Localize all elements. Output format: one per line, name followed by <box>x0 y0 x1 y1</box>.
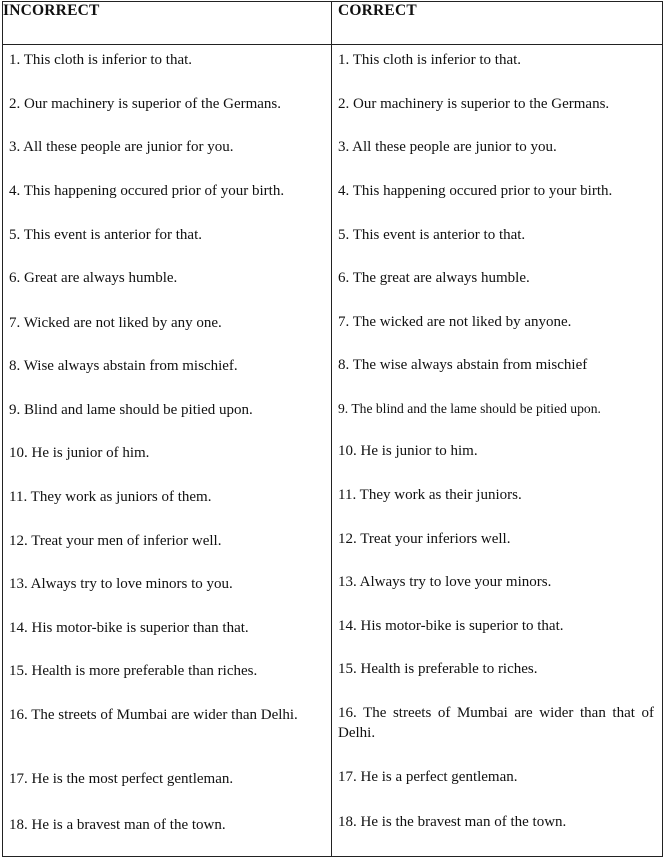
correct-sentence-16: 16. The streets of Mumbai are wider than that of Delhi. <box>338 705 654 741</box>
body-row <box>3 45 663 857</box>
correct-sentence-14: 14. His motor-bike is superior to that. <box>338 618 564 634</box>
incorrect-sentence-7: 7. Wicked are not liked by any one. <box>9 315 222 331</box>
incorrect-sentence-17: 17. He is the most perfect gentleman. <box>9 771 234 787</box>
correct-sentence-17: 17. He is a perfect gentleman. <box>338 769 518 785</box>
correct-sentence-18: 18. He is the bravest man of the town. <box>338 814 567 830</box>
incorrect-sentence-18: 18. He is a bravest man of the town. <box>9 817 226 833</box>
incorrect-sentence-13: 13. Always try to love minors to you. <box>9 576 233 592</box>
incorrect-sentence-16: 16. The streets of Mumbai are wider than Delhi. <box>9 707 298 723</box>
header-row <box>3 2 663 45</box>
correct-sentence-11: 11. They work as their juniors. <box>338 487 522 503</box>
correct-sentence-8: 8. The wise always abstain from mischief <box>338 357 588 373</box>
correct-sentence-10: 10. He is junior to him. <box>338 443 478 459</box>
incorrect-sentence-15: 15. Health is more preferable than riches. <box>9 663 258 679</box>
correct-sentence-4: 4. This happening occured prior to your birth. <box>338 183 613 199</box>
incorrect-column <box>3 45 332 857</box>
incorrect-sentence-3: 3. All these people are junior for you. <box>9 139 234 155</box>
correct-column-header: CORRECT <box>332 2 663 45</box>
correct-sentence-15: 15. Health is preferable to riches. <box>338 661 538 677</box>
usage-comparison-table <box>2 1 663 857</box>
incorrect-sentence-1: 1. This cloth is inferior to that. <box>9 52 193 68</box>
incorrect-sentence-10: 10. He is junior of him. <box>9 445 150 461</box>
correct-sentence-12: 12. Treat your inferiors well. <box>338 531 511 547</box>
correct-sentence-6: 6. The great are always humble. <box>338 270 530 286</box>
incorrect-sentence-4: 4. This happening occured prior of your birth. <box>9 183 285 199</box>
incorrect-sentence-14: 14. His motor-bike is superior than that. <box>9 620 249 636</box>
incorrect-sentence-2: 2. Our machinery is superior of the Germans. <box>9 96 282 112</box>
incorrect-sentence-11: 11. They work as juniors of them. <box>9 489 212 505</box>
incorrect-column-header: INCORRECT <box>3 2 332 45</box>
incorrect-sentence-6: 6. Great are always humble. <box>9 270 178 286</box>
correct-sentence-1: 1. This cloth is inferior to that. <box>338 52 522 68</box>
correct-column <box>332 45 663 857</box>
correct-sentence-2: 2. Our machinery is superior to the Germans. <box>338 96 610 112</box>
correct-sentence-9: 9. The blind and the lame should be pitied upon. <box>338 401 601 416</box>
incorrect-sentence-12: 12. Treat your men of inferior well. <box>9 533 222 549</box>
incorrect-sentence-5: 5. This event is anterior for that. <box>9 227 203 243</box>
correct-sentence-3: 3. All these people are junior to you. <box>338 139 557 155</box>
correct-sentence-13: 13. Always try to love your minors. <box>338 574 552 590</box>
correct-sentence-5: 5. This event is anterior to that. <box>338 227 526 243</box>
incorrect-sentence-9: 9. Blind and lame should be pitied upon. <box>9 402 253 418</box>
correct-sentence-7: 7. The wicked are not liked by anyone. <box>338 314 572 330</box>
incorrect-sentence-8: 8. Wise always abstain from mischief. <box>9 358 238 374</box>
